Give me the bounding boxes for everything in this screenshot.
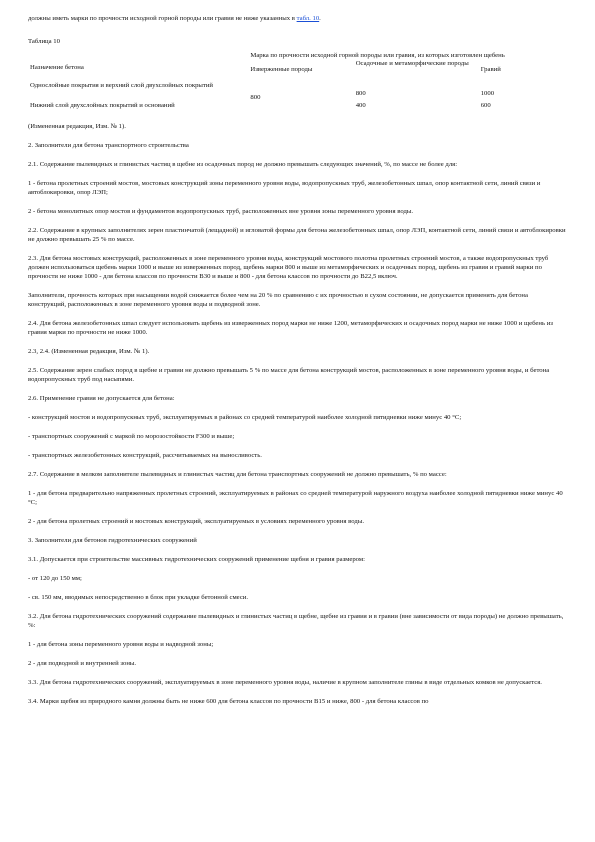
table-row [28,102,566,110]
document-page [28,14,566,716]
table-caption: Таблица 10 [28,38,60,45]
table-subheader-gravel: Гравий [480,66,501,73]
paragraph-3-4: 3.4. Марки щебня из природного камня должны быть не ниже 600 для бетона классов по прочности В15 и ниже, 800 - для бетона классов по [28,698,429,705]
amendment-note-1: (Измененная редакция, Изм. № 1). [28,123,126,130]
table-cell-purpose: Нижний слой двухслойных покрытий и оснований [30,102,175,109]
table-header-group: Марка по прочности исходной горной породы или гравия, из которых изготовлен щебень [250,52,505,59]
paragraph-2-7-item-2: 2 - для бетона пролетных строений и мостовых конструкций, эксплуатируемых в условиях переменного уровня воды. [28,518,364,525]
table-cell-value: 1000 [480,90,495,97]
table-subheader-igneous: Изверженные породы [250,66,313,73]
table-cell-value [248,102,353,110]
paragraph-3-2-item-2: 2 - для подводной и внутренней зоны. [28,660,137,667]
paragraph-2-1-item-2: 2 - бетона монолитных опор мостов и фундаментов водопропускных труб, расположенных вне уровня зоны переменного уровня воды. [28,208,414,215]
paragraph-2-6-item-2: - транспортных сооружений с маркой по морозостойкости F300 и выше; [28,433,235,440]
paragraph-3-2: 3.2. Для бетона гидротехнических сооружений содержание пылевидных и глинистых частиц в щебне, щебне из гравия и в гравии (вне зависимости от вида породы) не должно превышать, %: [28,613,564,629]
table-10-link[interactable]: табл. 10 [296,15,320,22]
paragraph-3-3: 3.3. Для бетона гидротехнических сооружений, эксплуатируемых в зоне переменного уровня воды, наличие в крупном заполнителе глины в виде отдельных комков не допускается. [28,679,542,686]
table-cell-value: 800 [250,94,261,101]
paragraph-2-1: 2.1. Содержание пылевидных и глинистых частиц в щебне из осадочных пород не должно превышать следующих значений, %, по массе не более для: [28,161,458,168]
table-cell-value: 400 [355,102,366,109]
section-3-heading: 3. Заполнители для бетонов гидротехнических сооружений [28,537,197,544]
paragraph-2-5: 2.5. Содержание зерен слабых пород в щебне и гравии не должно превышать 5 % по массе для бетона конструкций мостов, расположенных в зоне переменного уровня воды, и бетона водопропускных труб под насыпями. [28,367,550,383]
paragraph-2-3: 2.3. Для бетона мостовых конструкций, расположенных в зоне переменного уровня воды, конструкций мостового полотна пролетных строений мостов, а также водопропускных труб должен использоваться щебень марки 1000 и выше из изверженных пород, щебень марки 800 и выше из метаморфических и осадочных пород, щебень из гравия и гравий марки по прочности не ниже 1000 - для бетона классов по прочности В30 и выше и 800 - для бетона классов по прочности до В22,5 включ. [28,255,549,280]
table-header-purpose: Назначение бетона [30,64,84,71]
table-10 [28,52,566,110]
paragraph-2-6-item-1: - конструкций мостов и водопропускных труб, эксплуатируемых в районах со средней температурой наиболее холодной пятидневки ниже минус 40 °С; [28,414,462,421]
section-2-heading: 2. Заполнители для бетона транспортного строительства [28,142,189,149]
paragraph-2-7: 2.7. Содержание в мелком заполнителе пылевидных и глинистых частиц для бетона транспортных сооружений не должно превышать, % по массе: [28,471,447,478]
paragraph-3-2-item-1: 1 - для бетона зоны переменного уровня воды и надводной зоны; [28,641,214,648]
paragraph-2-4: 2.4. Для бетона железобетонных шпал следует использовать щебень из изверженных пород марки не ниже 1200, метаморфических и осадочных пород марки не ниже 1000 и щебень из гравия марки по прочности не ниже 1000. [28,320,553,336]
paragraph-2-6-item-3: - транспортных железобетонных конструкций, рассчитываемых на выносливость. [28,452,262,459]
intro-end: . [319,15,321,22]
paragraph-3-1-item-2: - св. 150 мм, вводимых непосредственно в блок при укладке бетонной смеси. [28,594,249,601]
amendment-note-2: 2.3, 2.4. (Измененная редакция, Изм. № 1). [28,348,150,355]
intro-paragraph [28,14,566,23]
table-subheader-sedimentary: Осадочные и метаморфические породы [355,60,469,67]
paragraph-3-1-item-1: - от 120 до 150 мм; [28,575,82,582]
paragraph-2-2: 2.2. Содержание в крупных заполнителях зерен пластинчатой (лещадной) и игловатой формы для бетона железобетонных шпал, опор ЛЭП, контактной сети, линий связи и автоблокировки не должно превышать 25 % по массе. [28,227,566,243]
paragraph-2-6: 2.6. Применение гравия не допускается для бетона: [28,395,175,402]
table-row [28,74,566,102]
paragraph-2-3-note: Заполнители, прочность которых при насыщении водой снижается более чем на 20 % по сравнению с их прочностью в сухом состоянии, не допускается применять для бетона конструкций, расположенных в зоне переменного уровня воды и подводной зоне. [28,292,528,308]
table-cell-purpose: Однослойные покрытия и верхний слой двухслойных покрытий [30,82,213,89]
paragraph-3-1: 3.1. Допускается при строительстве массивных гидротехнических сооружений применение щебня и гравия размером: [28,556,365,563]
paragraph-2-1-item-1: 1 - бетона пролетных строений мостов, мостовых конструкций зоны переменного уровня воды, водопропускных труб, железобетонных шпал, опор контактной сети, линий связи и автоблокировки, опор ЛЭП; [28,180,541,196]
table-cell-value: 800 [355,90,366,97]
intro-text: должны иметь марки по прочности исходной горной породы или гравия не ниже указанных в [28,15,297,22]
paragraph-2-7-item-1: 1 - для бетона предварительно напряженных пролетных строений, эксплуатируемых в районах со средней температурой наружного воздуха наиболее холодной пятидневки ниже минус 40 °С; [28,490,563,506]
table-cell-value: 600 [480,102,491,109]
